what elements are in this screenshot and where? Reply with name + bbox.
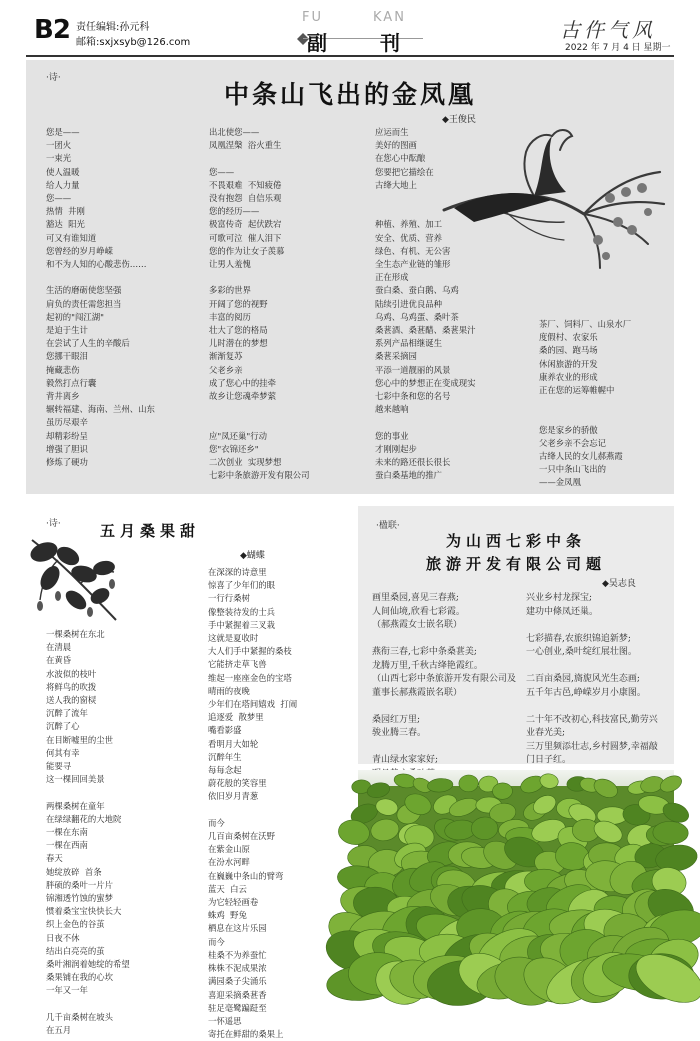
- feature-poem-panel: [26, 60, 674, 494]
- poem-title: 中条山飞出的金凤凰: [223, 80, 476, 109]
- poem-column-1: 您是—— 一团火 一束光 使人温暖 给人力量 您—— 热情 井刚 豁达 阳光 可又有谁知道 您曾经的岁月峥嵘 和不为人知的心酸悲伤…… 生活的磨砺使您坚强 肩负的责任需您担当 起初的"闯江湖" 是迫于生计 在尝试了人生的辛酸后 您挪干眼泪 掩藏悲伤 毅然打点行囊 背井离乡 辗转福建、海南、兰州、山东 虽历尽艰辛 却精彩纷呈 增强了胆识 修炼了硬功: [46, 127, 155, 468]
- poem-tag-2: ·诗·: [46, 519, 61, 529]
- editor-line: 责任编辑:孙元科: [76, 22, 150, 33]
- couplets-column-1: 画里桑园,喜见三春燕; 人间仙境,欣看七彩霞。 （郝燕霞女士嵌名联） 燕衔三春,七彩中条桑葚美; 龙腾万里,千秋古绛艳霞红。 （山西七彩中条旅游开发有限公司及 董事长郝燕霞嵌名联） 桑园红万里; 骏业腾三春。 青山绿水家家好;: [372, 593, 517, 765]
- masthead: [0, 0, 700, 60]
- poem-column-2: 出北使您—— 凤凰涅槃 浴火重生 您—— 不畏艰难 不知疲倦 没有抱怨 自信乐观 您的经历—— 极富传奇 起伏跌宕 可歌可泣 催人泪下 您的作为让女子羡慕 让男人羞愧 多彩的世界 开阔了您的视野 丰富的阅历 壮大了您的格局 儿时潜在的梦想 渐渐复苏 父老乡亲 成了您心中的挂牵 故乡让您魂牵梦萦 应"凤还巢"行动 您"衣锦还乡" 二次创业 实现梦想 七彩中条旅游开发有限公司: [209, 127, 310, 481]
- poem-2-column-1: 一棵桑树在东北 在清晨 在黄昏 水波似的枝叶 将鲜鸟的吹拨 送人我的窗棂 沉醉了流年 沉醉了心 在目断嘘里的尘世 何其有幸 能要寻 这一棵回回美景 两棵桑树在童年 在绿绿翻花的大地院 一棵在东南 一棵在西南 春天 她绽放碎 首条 胖硕的桑叶一片片 锦湘透竹蚀的蜜梦 惯着桑宝宝快快长大 织上金色的谷茧 日夜不休 结出白亮亮的茧 桑叶湘润着她绽的希望 桑果铺在我的心坎 一年又一年 几千亩桑树在坡头 在五月: [46, 629, 130, 1036]
- couplets-author: ◆吴志良: [602, 579, 636, 589]
- email-line: 邮箱:sxjxsyb@126.com: [76, 37, 191, 48]
- issue-date: 2022 年 7 月 4 日 星期一: [565, 43, 671, 53]
- couplets-tag: ·楹联·: [376, 521, 400, 531]
- header-divider: [26, 55, 674, 57]
- editor-info: [76, 20, 190, 50]
- poem-tag: ·诗·: [46, 73, 61, 83]
- poem-column-4: 茶厂、饲料厂、山泉水厂 度假村、农家乐 桑的园、跑马场 休闲旅游的开发 康养农业的形成 正在您的运筹帷幄中 您是家乡的骄傲 父老乡亲不会忘记 古绛人民的女儿郝燕霞 一只中条山飞出的 ——金凤凰: [539, 319, 632, 488]
- newspaper-brand: 古仵气风: [560, 18, 656, 42]
- page-number: B2: [34, 15, 70, 45]
- couplets-panel: [358, 506, 674, 764]
- section-cn-fu: 副: [307, 31, 327, 55]
- section-en-fu: FU: [302, 10, 323, 25]
- poem-title-2: 五月桑果甜: [100, 522, 201, 540]
- poem-author-2: ◆蝴蝶: [240, 551, 265, 561]
- couplets-title-line-2: 旅游开发有限公司题: [425, 555, 606, 573]
- leaf: [492, 783, 513, 800]
- section-en-kan: KAN: [373, 10, 406, 25]
- mulberry-branch-illustration-icon: [28, 530, 120, 625]
- section-cn-kan: 刊: [380, 31, 400, 55]
- couplets-column-2: 兴业乡村龙探宝; 建功中條凤还巢。 七彩描春,农旅织锦追新梦; 一心创业,桑叶绽红展壮图。 二百亩桑园,旖旎风光生态画; 五千年古邑,峥嵘岁月小康图。 二十年不改初心,科技富民,勤劳兴 业春光美; 三万里频添壮志,乡村圆梦,幸福敲 门日子红。: [526, 593, 658, 765]
- poem-column-3: 应运而生 美好的图画 在您心中酝酿 您要把它描绘在 古绛大地上 种植、养殖、加工 安全、优质、营养 绿色、有机、无公害 全生态产业链的雏形 正在形成 蚕白桑、蚕白鹅、乌鸡 陆续引进优良品种 乌鸡、乌鸡蛋、桑叶茶 桑葚酒、桑葚醋、桑葚果汁 系列产品相继诞生 桑葚采摘园 平添一道靓丽的风景 您心中的梦想正在变成现实 七彩中条和您的名号 越来越响 您的事业 才刚刚起步 未来的路还很长很长 蚕白桑基地的推广: [375, 127, 476, 481]
- poem-2-column-2: 在深深的诗意里 惊喜了少年们的眼 一行行桑树 像整装待发的士兵 手中紧握着三叉栽 这就是夏收时 大人们手中紧握的桑枝 它能挤走草飞兽 维起一座座金色的宝塔 晴雨的夜晚 少年们在塔间嬉戏 打闹 追逐爱 散梦里 嘴看影盛 看明月大如轮 沉醉年生 每每念起 蔚花般的笑容里 依旧岁月青葱 而今 几百亩桑树在沃野 在紫金山原 在汾水河畔 在巍巍中条山的臂弯 蓝天 白云 为它轻轻画卷 蛛鸡 野兔 栖息在这片乐园 而今 桂桑不为养蚕忙 株株不泥成果浓 满园桑子尖涌乐 喜迎采摘桑葚香 驻足毫鹭蹁跹至 一怀遥思 寄托在鲜甜的桑果上: [208, 567, 298, 1040]
- mulberry-leaves-photo: [358, 770, 674, 972]
- couplets-title-line-1: 为山西七彩中条: [445, 532, 586, 550]
- poem-author: ◆王俊民: [442, 115, 476, 125]
